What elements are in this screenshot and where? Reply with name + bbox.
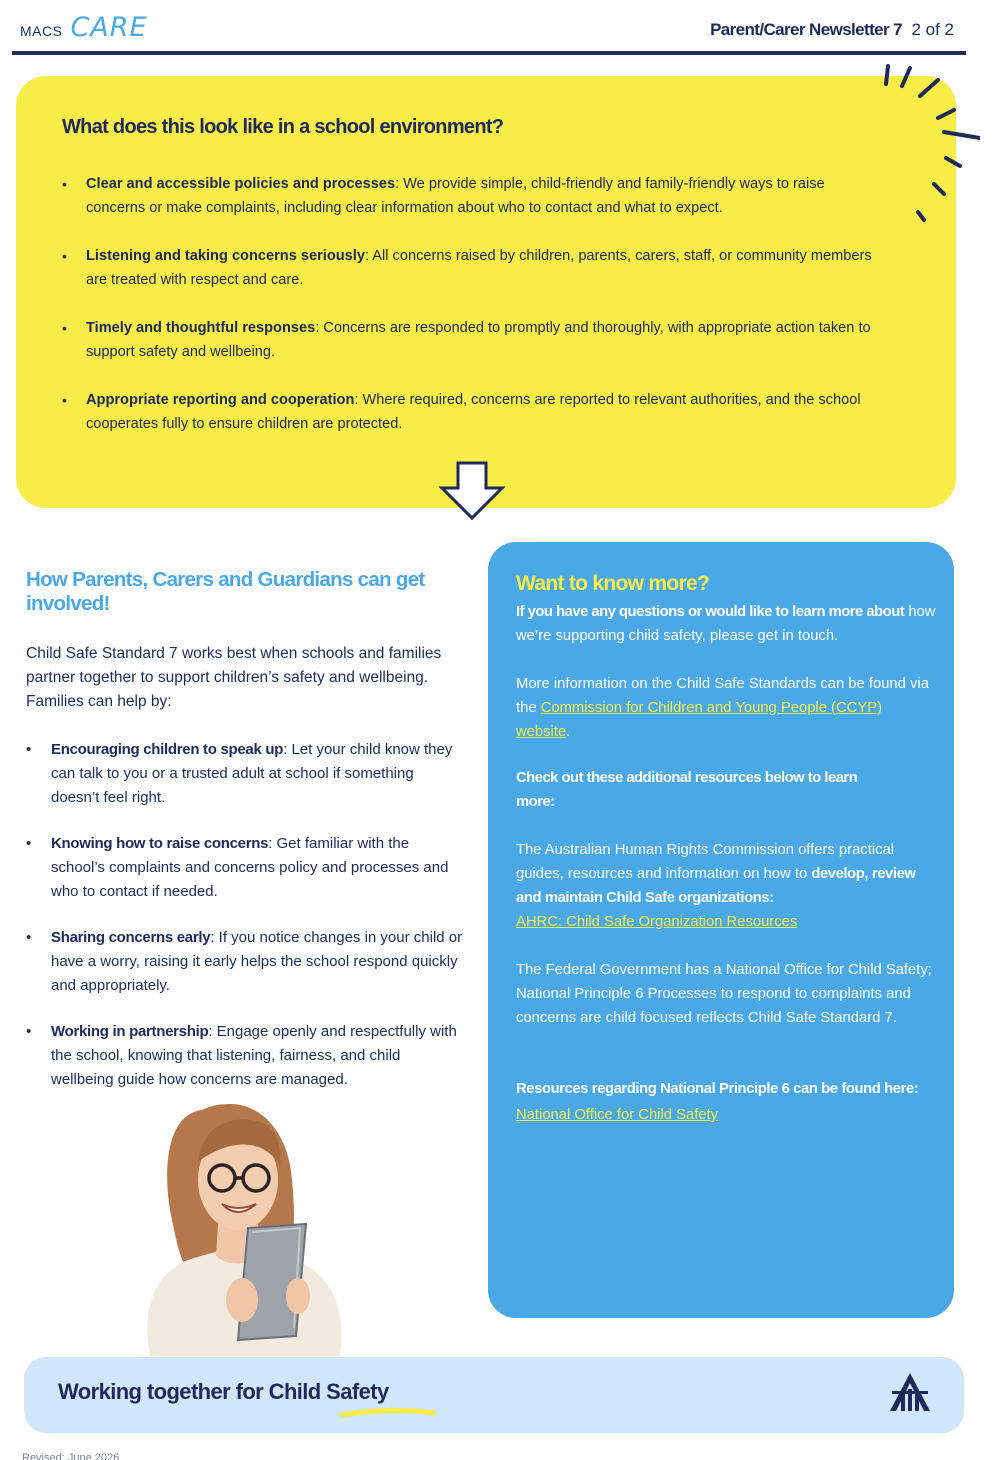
list-item-bold: Encouraging children to speak up — [51, 741, 284, 758]
list-item-text: : Let your child know they can talk to you or a trusted adult at school if something doesn’t feel right. — [51, 741, 453, 806]
list-item — [26, 1020, 466, 1092]
newsletter-title — [710, 20, 954, 40]
school-environment-panel — [16, 76, 956, 508]
list-item-text: : Concerns are responded to promptly and thoroughly, with appropriate action taken to support safety and wellbeing. — [86, 320, 871, 360]
ccyp-paragraph — [516, 672, 936, 744]
federal-paragraph: The Federal Government has a National Office for Child Safety; National Principle 6 Processes to respond to complaints and concerns are child focused reflects Child Safe Standard 7. — [516, 962, 932, 1026]
list-item — [62, 244, 882, 292]
ahrc-paragraph — [516, 838, 936, 934]
revised-date: Revised: June 2026 — [22, 1452, 120, 1460]
newsletter-name: Parent/Carer Newsletter 7 — [710, 20, 902, 39]
list-item-bold: Working in partnership — [51, 1023, 209, 1040]
footer-tagline: Working together for Child Safety — [58, 1379, 389, 1404]
list-item-text: : Where required, concerns are reported to relevant authorities, and the school cooperates fully to ensure children are protected. — [86, 392, 861, 432]
sparkle-dashes-icon — [880, 58, 980, 228]
ccyp-end: . — [566, 724, 571, 740]
school-environment-heading: What does this look like in a school environment? — [62, 116, 504, 138]
logo-macs-text: MACS — [20, 23, 63, 39]
ccyp-text: More information on the Child Safe Standards can be found via the — [516, 676, 929, 716]
resources-heading-text: Check out these additional resources below to learn more: — [516, 770, 858, 810]
resources-heading — [516, 766, 896, 814]
ccyp-website-link[interactable]: Commission for Children and Young People (CCYP) website — [516, 700, 883, 740]
list-item-text: : Get familiar with the school’s complaints and concerns policy and processes and who to contact if needed. — [51, 835, 449, 900]
get-involved-list — [26, 738, 466, 1114]
contact-paragraph — [516, 600, 936, 648]
list-item — [26, 738, 466, 810]
school-environment-list — [62, 172, 882, 460]
ahrc-bold: develop, review and maintain Child Safe organizations: — [516, 866, 916, 906]
np6-text: Resources regarding National Principle 6 can be found here: — [516, 1081, 919, 1097]
macs-emblem-icon — [886, 1371, 934, 1413]
want-to-know-more-panel — [488, 542, 954, 1318]
list-item-bold: Knowing how to raise concerns — [51, 835, 269, 852]
arrow-down-icon — [438, 460, 506, 522]
national-office-link[interactable]: National Office for Child Safety — [516, 1107, 719, 1123]
page-header — [12, 0, 964, 56]
list-item-text: : We provide simple, child-friendly and family-friendly ways to raise concerns or make complaints, including clear information about who to contact and what to expect. — [86, 176, 825, 216]
list-item — [62, 316, 882, 364]
list-item-bold: Clear and accessible policies and processes — [86, 176, 396, 192]
list-item — [26, 926, 466, 998]
list-item-bold: Listening and taking concerns seriously — [86, 248, 365, 264]
list-item — [62, 172, 882, 220]
list-item — [26, 832, 466, 904]
page-indicator: 2 of 2 — [911, 20, 954, 39]
contact-intro-rest: how we’re supporting child safety, please get in touch. — [516, 604, 936, 644]
macs-care-logo — [20, 12, 148, 43]
get-involved-intro: Child Safe Standard 7 works best when schools and families partner together to support children’s safety and wellbeing. Families can help by: — [26, 645, 442, 710]
list-item-text: : All concerns raised by children, parents, carers, staff, or community members are treated with respect and care. — [86, 248, 872, 288]
list-item-bold: Appropriate reporting and cooperation — [86, 392, 355, 408]
list-item-bold: Sharing concerns early — [51, 929, 211, 946]
ahrc-text: The Australian Human Rights Commission offers practical guides, resources and information on how to — [516, 842, 895, 882]
list-item-text: : If you notice changes in your child or have a worry, raising it early helps the school respond quickly and appropriately. — [51, 929, 463, 994]
want-to-know-more-heading: Want to know more? — [516, 572, 710, 595]
get-involved-heading: How Parents, Carers and Guardians can get involved! — [26, 568, 425, 615]
logo-care-text: CARE — [70, 12, 148, 43]
list-item — [62, 388, 882, 436]
np6-paragraph — [516, 1076, 936, 1128]
ahrc-resources-link[interactable]: AHRC: Child Safe Organization Resources — [516, 914, 798, 930]
woman-holding-laptop-image — [110, 1100, 370, 1356]
contact-intro-bold: If you have any questions or would like to learn more about — [516, 604, 905, 620]
footer-banner — [24, 1357, 964, 1433]
yellow-underline-swoosh — [340, 1407, 436, 1419]
list-item-bold: Timely and thoughtful responses — [86, 320, 316, 336]
header-divider — [12, 51, 966, 55]
list-item-text: : Engage openly and respectfully with the school, knowing that listening, fairness, and child wellbeing guide how concerns are managed. — [51, 1023, 457, 1088]
